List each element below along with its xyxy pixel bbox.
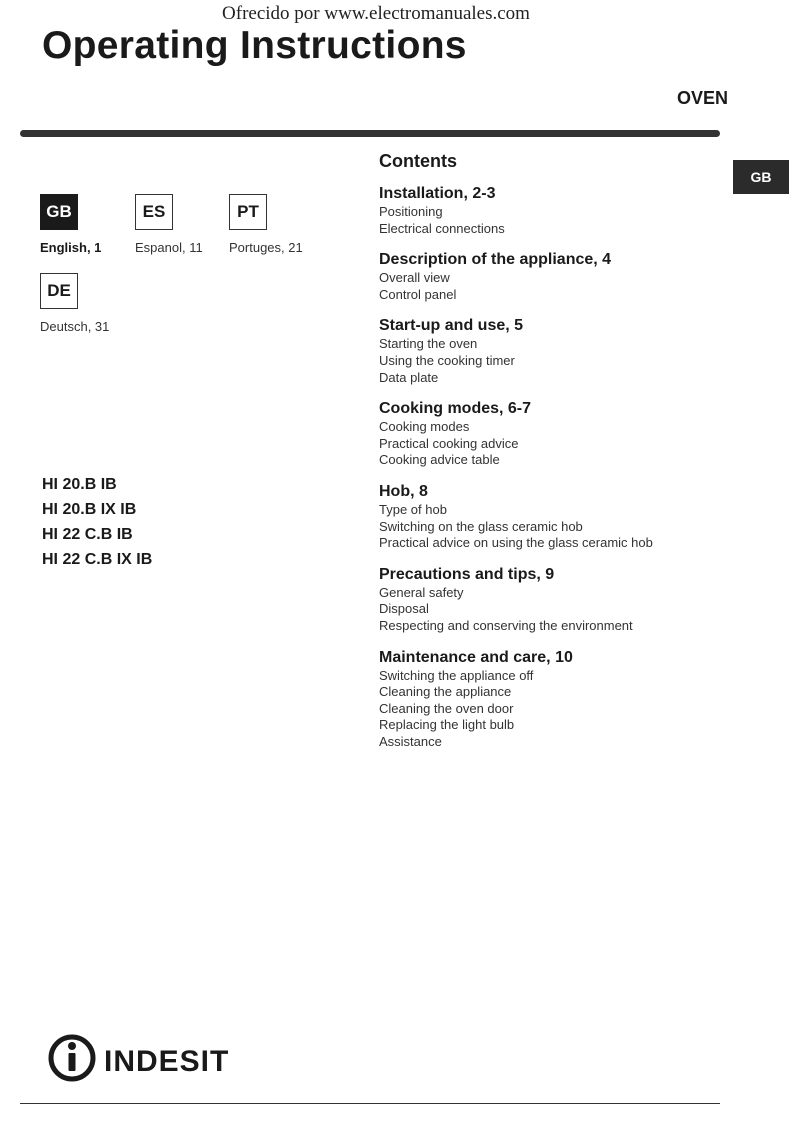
toc-item[interactable]: Control panel (379, 286, 457, 302)
language-label: Deutsch, 31 (40, 319, 110, 334)
toc-section-cooking-modes (379, 398, 789, 469)
toc-item[interactable]: Replacing the light bulb (379, 717, 515, 733)
toc-section-hob (379, 481, 789, 552)
toc-item[interactable]: Positioning (379, 204, 443, 219)
page-title: Operating Instructions (42, 24, 467, 67)
model-number: HI 22 C.B IX IB (42, 551, 153, 568)
table-of-contents (379, 151, 789, 762)
toc-item[interactable]: Respecting and conserving the environment (379, 617, 633, 633)
toc-item[interactable]: Cooking modes (379, 419, 470, 435)
toc-section-title[interactable]: Description of the appliance, 4 (379, 251, 612, 269)
model-number: HI 20.B IX IB (42, 501, 137, 518)
language-code-box: ES (135, 194, 173, 230)
toc-item[interactable]: Electrical connections (379, 220, 505, 236)
toc-item[interactable]: Type of hob (379, 501, 447, 517)
model-list (42, 472, 152, 572)
toc-item[interactable]: Using the cooking timer (379, 352, 515, 368)
indesit-logo-mark (46, 1030, 246, 1086)
toc-item[interactable]: Starting the oven (379, 336, 478, 352)
toc-item[interactable]: Disposal (379, 601, 429, 617)
model-number: HI 20.B IB (42, 476, 117, 493)
toc-item[interactable]: Cleaning the oven door (379, 700, 514, 716)
toc-section-startup (379, 315, 789, 386)
language-es[interactable] (135, 194, 203, 255)
model-number: HI 22 C.B IB (42, 526, 133, 543)
language-de[interactable] (40, 273, 109, 334)
toc-item[interactable]: Overall view (379, 270, 450, 286)
toc-section-description (379, 249, 789, 303)
toc-item[interactable]: Assistance (379, 733, 442, 749)
svg-text:INDESIT: INDESIT (104, 1045, 230, 1078)
document-type: OVEN (676, 88, 728, 108)
toc-section-title[interactable]: Cooking modes, 6-7 (379, 400, 532, 418)
bottom-divider (20, 1103, 720, 1104)
toc-item[interactable]: Practical advice on using the glass ceramic hob (379, 535, 653, 551)
toc-item[interactable]: Cleaning the appliance (379, 684, 512, 700)
language-gb[interactable] (40, 194, 101, 255)
toc-item[interactable]: Switching on the glass ceramic hob (379, 518, 583, 534)
toc-section-title[interactable]: Installation, 2-3 (379, 185, 496, 202)
language-label: Portuges, 21 (229, 240, 303, 255)
toc-section-title[interactable]: Precautions and tips, 9 (379, 565, 555, 583)
language-label: Espanol, 11 (135, 240, 203, 255)
toc-section-installation (379, 183, 789, 237)
toc-item[interactable]: Practical cooking advice (379, 435, 519, 451)
toc-section-title[interactable]: Hob, 8 (379, 482, 428, 500)
language-pt[interactable] (229, 194, 303, 255)
contents-heading: Contents (379, 151, 457, 171)
top-divider (20, 130, 720, 137)
indesit-logo (46, 1030, 246, 1086)
toc-item[interactable]: General safety (379, 584, 464, 600)
toc-section-title[interactable]: Maintenance and care, 10 (379, 648, 573, 666)
language-code-box: GB (40, 194, 78, 230)
language-side-tab: GB (733, 160, 789, 194)
toc-item[interactable]: Cooking advice table (379, 452, 500, 468)
toc-item[interactable]: Switching the appliance off (379, 667, 534, 683)
toc-section-maintenance (379, 647, 789, 751)
toc-section-precautions (379, 564, 789, 635)
toc-section-title[interactable]: Start-up and use, 5 (379, 317, 524, 335)
watermark-text: Ofrecido por www.electromanuales.com (222, 3, 530, 24)
language-code-box: DE (40, 273, 78, 309)
toc-item[interactable]: Data plate (379, 369, 439, 385)
language-label: English, 1 (40, 240, 102, 255)
language-code-box: PT (229, 194, 267, 230)
